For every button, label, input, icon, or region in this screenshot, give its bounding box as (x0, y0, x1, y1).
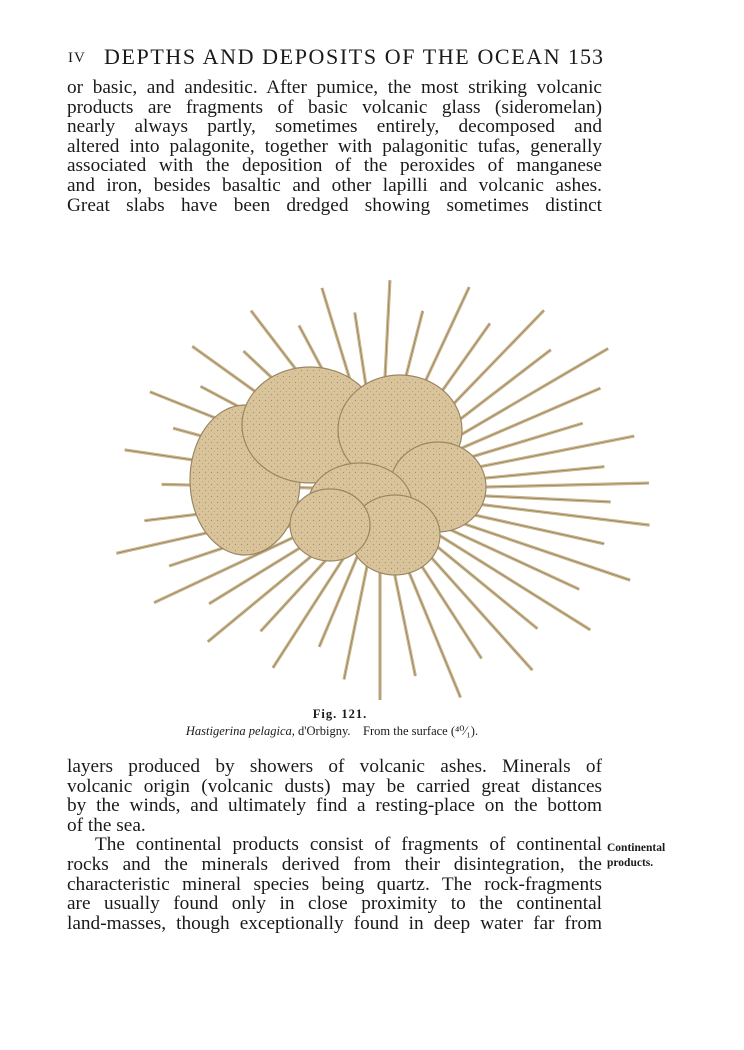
margin-note (607, 841, 665, 871)
text-line: characteristic mineral species being quartz. The rock-fragments (67, 873, 602, 895)
text-line: by the winds, and ultimately find a resting-place on the bottom (67, 795, 602, 817)
text-line: products are fragments of basic volcanic glass (sideromelan) (67, 96, 602, 118)
page-number: 153 (568, 44, 604, 69)
text-line: land-masses, though exceptionally found in deep water far from (67, 912, 602, 934)
text-line: or basic, and andesitic. After pumice, the most striking volcanic (67, 77, 602, 98)
running-header (68, 42, 604, 72)
text-line: layers produced by showers of volcanic ashes. Minerals of (67, 756, 602, 777)
running-title: DEPTHS AND DEPOSITS OF THE OCEAN (104, 44, 562, 69)
text-line: associated with the deposition of the peroxides of manganese (67, 155, 602, 177)
figure-caption (0, 723, 664, 739)
text-line: volcanic origin (volcanic dusts) may be carried great distances (67, 775, 602, 797)
chapter-number: IV (68, 50, 86, 66)
figure-label: Fig. 121. (312, 707, 368, 721)
text-line: are usually found only in close proximity to the continental (67, 893, 602, 915)
caption-species: Hastigerina pelagica, (185, 724, 295, 738)
text-line: and iron, besides basaltic and other lapilli and volcanic ashes. (67, 174, 602, 196)
chambers-group (190, 367, 486, 575)
foraminifera-illustration (30, 225, 670, 700)
text-line: nearly always partly, sometimes entirely, decomposed and (67, 116, 602, 138)
text-line: of the sea. (67, 814, 146, 836)
caption-source: From the surface (⁴⁰⁄₁). (363, 724, 479, 738)
text-line: The continental products consist of fragments of continental (95, 834, 602, 856)
text-line: Great slabs have been dredged showing sometimes distinct (67, 194, 602, 216)
text-line: rocks and the minerals derived from their disintegration, the (67, 853, 602, 875)
figure-illustration (30, 225, 670, 700)
text-line: altered into palagonite, together with palagonitic tufas, generally (67, 135, 602, 157)
paragraph-bottom (67, 757, 602, 933)
caption-author: d'Orbigny. (298, 724, 351, 738)
margin-note-line: products. (607, 857, 654, 869)
paragraph-top (67, 78, 602, 215)
margin-note-line: Continental (607, 842, 666, 854)
chamber-texture (292, 491, 368, 559)
